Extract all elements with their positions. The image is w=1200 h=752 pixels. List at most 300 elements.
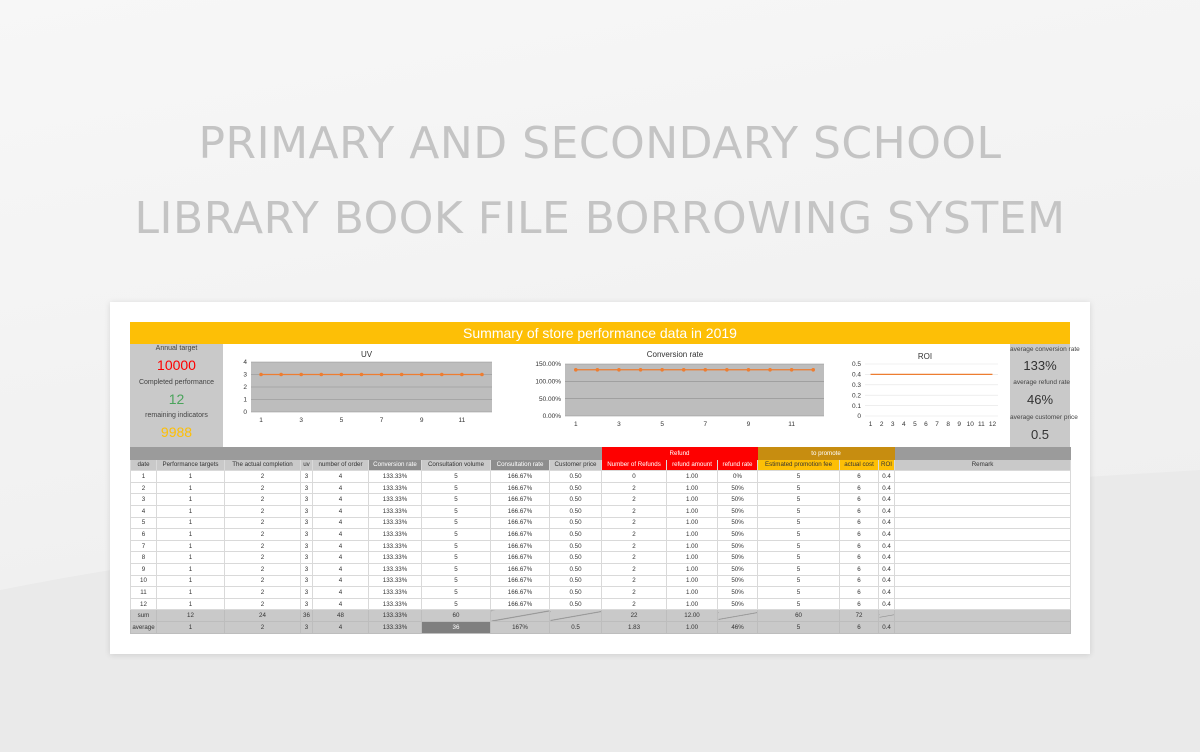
data-point xyxy=(440,373,444,377)
column-header: Number of Refunds xyxy=(602,459,667,471)
page-title-line2: LIBRARY BOOK FILE BORROWING SYSTEM xyxy=(134,193,1066,244)
table-cell: 166.67% xyxy=(491,552,550,564)
table-cell: 0.50 xyxy=(550,482,602,494)
table-cell: 0.4 xyxy=(879,575,895,587)
column-header: ROI xyxy=(879,459,895,471)
table-cell: 4 xyxy=(313,529,369,541)
table-cell: 0.50 xyxy=(550,494,602,506)
table-cell: 0.4 xyxy=(879,505,895,517)
conversion-rate-chart-plot xyxy=(510,344,840,447)
table-row xyxy=(131,529,1071,541)
table-cell xyxy=(879,610,895,622)
table-cell: 2 xyxy=(225,494,301,506)
table-cell: 4 xyxy=(313,494,369,506)
table-cell: 1 xyxy=(157,552,225,564)
table-cell: 4 xyxy=(313,552,369,564)
table-cell: 0.4 xyxy=(879,587,895,599)
table-cell xyxy=(491,610,550,622)
column-header: Consultation rate xyxy=(491,459,550,471)
table-cell xyxy=(895,575,1071,587)
table-cell: 0.4 xyxy=(879,494,895,506)
x-tick-label: 7 xyxy=(379,417,384,424)
table-cell: 0.4 xyxy=(879,482,895,494)
table-cell: 2 xyxy=(602,587,667,599)
table-cell: 166.67% xyxy=(491,517,550,529)
table-cell xyxy=(895,587,1071,599)
table-cell: 2 xyxy=(602,529,667,541)
promote-group-header: to promote xyxy=(758,448,895,460)
table-cell: 5 xyxy=(422,482,491,494)
x-tick-label: 12 xyxy=(988,421,997,428)
table-cell: 5 xyxy=(758,621,840,633)
table-cell: 12.00 xyxy=(667,610,718,622)
avg-customer-price-label: average customer price xyxy=(1010,414,1078,421)
table-cell: 36 xyxy=(301,610,313,622)
plot-area xyxy=(565,364,824,416)
table-cell: 1 xyxy=(157,563,225,575)
table-cell: 5 xyxy=(422,517,491,529)
group-blank-remark xyxy=(895,448,1071,460)
conversion-rate-chart-title: Conversion rate xyxy=(646,350,704,359)
table-cell: 2 xyxy=(225,529,301,541)
table-cell: 9 xyxy=(131,563,157,575)
table-cell: 5 xyxy=(758,587,840,599)
data-point xyxy=(400,373,404,377)
table-cell: 6 xyxy=(840,505,879,517)
table-cell: 50% xyxy=(718,575,758,587)
data-point xyxy=(360,373,364,377)
x-tick-label: 1 xyxy=(868,421,873,428)
x-tick-label: 2 xyxy=(879,421,884,428)
x-tick-label: 7 xyxy=(703,421,708,428)
y-tick-label: 2 xyxy=(243,384,247,392)
table-cell: 60 xyxy=(422,610,491,622)
sheet-banner: Summary of store performance data in 2019 xyxy=(130,322,1070,344)
table-cell: 2 xyxy=(225,598,301,610)
table-cell: 8 xyxy=(131,552,157,564)
table-cell: 1.00 xyxy=(667,529,718,541)
data-point xyxy=(703,368,707,372)
table-cell: 11 xyxy=(131,587,157,599)
data-point xyxy=(574,368,578,372)
table-cell: 0.5 xyxy=(550,621,602,633)
table-cell: 10 xyxy=(131,575,157,587)
x-tick-label: 9 xyxy=(746,421,751,428)
column-header: Performance targets xyxy=(157,459,225,471)
table-cell: 5 xyxy=(131,517,157,529)
table-cell: 6 xyxy=(840,482,879,494)
table-cell: 5 xyxy=(422,471,491,483)
column-header: Consultation volume xyxy=(422,459,491,471)
x-tick-label: 6 xyxy=(924,421,928,428)
table-cell: 48 xyxy=(313,610,369,622)
table-cell: 1.00 xyxy=(667,563,718,575)
table-cell: 50% xyxy=(718,552,758,564)
table-cell: 5 xyxy=(422,575,491,587)
table-cell: 1.00 xyxy=(667,505,718,517)
x-tick-label: 3 xyxy=(617,421,621,428)
table-cell: 3 xyxy=(131,494,157,506)
table-cell: 1.83 xyxy=(602,621,667,633)
y-tick-label: 0.5 xyxy=(851,361,861,369)
table-cell: 6 xyxy=(840,552,879,564)
table-cell: 1.00 xyxy=(667,482,718,494)
table-cell: 5 xyxy=(758,482,840,494)
table-cell: 50% xyxy=(718,587,758,599)
data-point xyxy=(340,373,344,377)
table-cell: 0.50 xyxy=(550,552,602,564)
average-kpi-column xyxy=(1010,344,1080,447)
table-cell: 36 xyxy=(422,621,491,633)
table-cell: 1 xyxy=(157,621,225,633)
x-tick-label: 4 xyxy=(901,421,906,428)
table-cell: 2 xyxy=(225,552,301,564)
table-cell: 133.33% xyxy=(369,471,422,483)
table-cell: 133.33% xyxy=(369,540,422,552)
table-cell: 2 xyxy=(225,587,301,599)
column-header: refund amount xyxy=(667,459,718,471)
table-cell: 133.33% xyxy=(369,563,422,575)
table-cell: 46% xyxy=(718,621,758,633)
data-point xyxy=(259,373,263,377)
table-cell: 6 xyxy=(840,529,879,541)
table-cell: 4 xyxy=(313,482,369,494)
y-tick-label: 0.3 xyxy=(851,382,861,389)
table-cell: 0 xyxy=(602,471,667,483)
table-row xyxy=(131,575,1071,587)
dashboard-area xyxy=(130,344,1080,447)
annual-target-value: 10000 xyxy=(157,357,196,373)
table-cell: 5 xyxy=(422,552,491,564)
table-cell: 166.67% xyxy=(491,575,550,587)
table-cell: 0% xyxy=(718,471,758,483)
table-cell: 2 xyxy=(225,575,301,587)
table-cell: 2 xyxy=(602,575,667,587)
table-cell: 4 xyxy=(313,471,369,483)
table-cell xyxy=(895,471,1071,483)
data-point xyxy=(279,373,283,377)
y-tick-label: 3 xyxy=(243,371,247,379)
table-cell: 1.00 xyxy=(667,598,718,610)
table-cell: 0.50 xyxy=(550,598,602,610)
table-cell: 5 xyxy=(422,494,491,506)
table-cell xyxy=(895,563,1071,575)
avg-conversion-value: 133% xyxy=(1023,358,1057,373)
y-tick-label: 0 xyxy=(243,409,247,417)
table-cell: 166.67% xyxy=(491,563,550,575)
table-cell: 5 xyxy=(422,529,491,541)
conversion-rate-chart xyxy=(510,344,840,447)
data-point xyxy=(747,368,751,372)
table-cell: 133.33% xyxy=(369,529,422,541)
table-row xyxy=(131,471,1071,483)
table-cell: 0.4 xyxy=(879,598,895,610)
data-point xyxy=(682,368,686,372)
table-cell xyxy=(895,505,1071,517)
table-cell xyxy=(895,598,1071,610)
avg-customer-price-value: 0.5 xyxy=(1030,427,1050,442)
table-cell: 1 xyxy=(157,517,225,529)
table-cell: 1.00 xyxy=(667,494,718,506)
roi-chart xyxy=(840,344,1010,447)
kpi-column xyxy=(130,344,223,447)
table-cell: 12 xyxy=(131,598,157,610)
data-point xyxy=(660,368,664,372)
table-cell: 1 xyxy=(131,471,157,483)
table-cell xyxy=(895,482,1071,494)
table-cell: 166.67% xyxy=(491,529,550,541)
table-cell: 5 xyxy=(422,563,491,575)
table-row xyxy=(131,482,1071,494)
table-cell: 1 xyxy=(157,598,225,610)
table-row xyxy=(131,517,1071,529)
table-cell: 1.00 xyxy=(667,552,718,564)
table-cell: 2 xyxy=(602,505,667,517)
table-cell: 166.67% xyxy=(491,482,550,494)
x-tick-label: 7 xyxy=(935,421,939,428)
data-point xyxy=(420,373,424,377)
table-cell: 50% xyxy=(718,517,758,529)
table-cell: 5 xyxy=(758,529,840,541)
table-cell: sum xyxy=(131,610,157,622)
data-point xyxy=(380,373,384,377)
table-cell: 2 xyxy=(225,482,301,494)
table-cell: 4 xyxy=(313,563,369,575)
table-cell: 12 xyxy=(157,610,225,622)
data-point xyxy=(790,368,794,372)
table-cell: 6 xyxy=(840,587,879,599)
data-point xyxy=(811,368,815,372)
table-cell: 3 xyxy=(301,621,313,633)
table-cell: 0.4 xyxy=(879,563,895,575)
table-cell: 3 xyxy=(301,471,313,483)
uv-chart-plot xyxy=(223,344,510,447)
table-row xyxy=(131,494,1071,506)
table-cell: 4 xyxy=(131,505,157,517)
table-cell: 133.33% xyxy=(369,621,422,633)
table-cell: 133.33% xyxy=(369,552,422,564)
y-tick-label: 4 xyxy=(243,359,247,367)
table-cell: 4 xyxy=(313,540,369,552)
x-tick-label: 5 xyxy=(339,417,344,424)
table-cell: 1 xyxy=(157,529,225,541)
table-row xyxy=(131,540,1071,552)
table-cell: 133.33% xyxy=(369,610,422,622)
table-cell: 0.4 xyxy=(879,471,895,483)
table-cell: 2 xyxy=(225,621,301,633)
table-cell: 6 xyxy=(840,540,879,552)
table-cell: 22 xyxy=(602,610,667,622)
table-cell: 2 xyxy=(602,517,667,529)
table-cell: 2 xyxy=(225,540,301,552)
table-cell: 24 xyxy=(225,610,301,622)
table-cell: 5 xyxy=(422,587,491,599)
table-cell: 6 xyxy=(840,575,879,587)
x-tick-label: 11 xyxy=(788,421,795,428)
table-cell: average xyxy=(131,621,157,633)
table-cell: 4 xyxy=(313,517,369,529)
x-tick-label: 8 xyxy=(946,421,950,428)
table-cell xyxy=(895,517,1071,529)
table-cell: 3 xyxy=(301,529,313,541)
table-cell: 1 xyxy=(157,482,225,494)
x-tick-label: 11 xyxy=(458,417,466,424)
table-cell: 0.50 xyxy=(550,517,602,529)
table-cell: 4 xyxy=(313,587,369,599)
data-point xyxy=(319,373,323,377)
table-cell: 2 xyxy=(602,540,667,552)
column-header-row xyxy=(131,459,1071,471)
uv-chart xyxy=(223,344,510,447)
table-cell: 2 xyxy=(602,494,667,506)
table-cell: 1 xyxy=(157,471,225,483)
data-point xyxy=(480,373,484,377)
table-cell xyxy=(895,494,1071,506)
table-cell: 4 xyxy=(313,598,369,610)
table-cell: 166.67% xyxy=(491,598,550,610)
column-header: uv xyxy=(301,459,313,471)
table-cell: 1.00 xyxy=(667,621,718,633)
table-cell: 2 xyxy=(602,598,667,610)
table-cell: 2 xyxy=(602,482,667,494)
table-row xyxy=(131,587,1071,599)
table-cell: 3 xyxy=(301,540,313,552)
x-tick-label: 10 xyxy=(966,421,974,428)
y-tick-label: 0.2 xyxy=(851,392,861,400)
table-cell: 2 xyxy=(602,552,667,564)
table-cell: 5 xyxy=(758,552,840,564)
y-tick-label: 1 xyxy=(243,396,247,404)
table-cell: 0.4 xyxy=(879,552,895,564)
column-header: Conversion rate xyxy=(369,459,422,471)
table-cell: 5 xyxy=(422,505,491,517)
table-cell: 3 xyxy=(301,552,313,564)
table-cell xyxy=(895,621,1071,633)
table-cell xyxy=(550,610,602,622)
table-cell: 1 xyxy=(157,505,225,517)
y-tick-label: 100.00% xyxy=(535,378,561,386)
table-cell: 0.50 xyxy=(550,575,602,587)
column-header: number of order xyxy=(313,459,369,471)
table-cell: 50% xyxy=(718,505,758,517)
y-tick-label: 0.4 xyxy=(851,371,861,379)
remaining-indicators-label: remaining indicators xyxy=(145,412,208,419)
completed-performance-value: 12 xyxy=(168,391,185,407)
table-cell: 5 xyxy=(422,540,491,552)
table-cell: 2 xyxy=(225,471,301,483)
table-cell: 2 xyxy=(602,563,667,575)
table-cell: 133.33% xyxy=(369,598,422,610)
table-cell: 0.4 xyxy=(879,540,895,552)
avg-refund-value: 46% xyxy=(1026,392,1054,407)
table-cell: 3 xyxy=(301,575,313,587)
data-point xyxy=(639,368,643,372)
uv-chart-title: UV xyxy=(360,350,373,359)
table-cell: 3 xyxy=(301,482,313,494)
data-point xyxy=(768,368,772,372)
table-cell xyxy=(895,529,1071,541)
table-cell: 133.33% xyxy=(369,505,422,517)
x-tick-label: 5 xyxy=(913,421,917,428)
table-cell: 6 xyxy=(840,471,879,483)
refund-group-header: Refund xyxy=(602,448,758,460)
table-cell: 133.33% xyxy=(369,575,422,587)
table-cell: 60 xyxy=(758,610,840,622)
table-cell: 2 xyxy=(225,563,301,575)
table-cell: 3 xyxy=(301,517,313,529)
table-cell: 6 xyxy=(131,529,157,541)
x-tick-label: 3 xyxy=(299,417,304,424)
x-tick-label: 1 xyxy=(573,421,578,428)
table-cell: 133.33% xyxy=(369,517,422,529)
y-tick-label: 0.00% xyxy=(542,413,561,421)
x-tick-label: 11 xyxy=(978,421,985,428)
table-cell: 50% xyxy=(718,563,758,575)
table-cell: 166.67% xyxy=(491,505,550,517)
completed-performance-label: Completed performance xyxy=(138,379,215,386)
table-row xyxy=(131,505,1071,517)
table-cell: 166.67% xyxy=(491,494,550,506)
table-cell: 0.50 xyxy=(550,505,602,517)
x-tick-label: 9 xyxy=(957,421,962,428)
x-tick-label: 9 xyxy=(419,417,424,424)
table-cell: 6 xyxy=(840,563,879,575)
table-cell: 0.50 xyxy=(550,529,602,541)
table-cell: 50% xyxy=(718,482,758,494)
table-cell: 1.00 xyxy=(667,575,718,587)
table-cell: 50% xyxy=(718,598,758,610)
table-cell: 5 xyxy=(422,598,491,610)
table-cell: 3 xyxy=(301,598,313,610)
table-cell: 3 xyxy=(301,505,313,517)
table-cell: 4 xyxy=(313,575,369,587)
table-cell: 2 xyxy=(131,482,157,494)
group-blank xyxy=(131,448,602,460)
table-cell: 6 xyxy=(840,494,879,506)
table-cell: 3 xyxy=(301,563,313,575)
table-cell xyxy=(895,552,1071,564)
table-cell: 4 xyxy=(313,621,369,633)
table-cell: 2 xyxy=(225,505,301,517)
table-cell: 1 xyxy=(157,575,225,587)
table-cell: 3 xyxy=(301,587,313,599)
sum-row xyxy=(131,610,1071,622)
table-cell: 5 xyxy=(758,471,840,483)
table-cell: 5 xyxy=(758,505,840,517)
y-tick-label: 150.00% xyxy=(535,361,561,369)
table-cell: 4 xyxy=(313,505,369,517)
x-tick-label: 3 xyxy=(890,421,895,428)
table-cell: 0.4 xyxy=(879,621,895,633)
y-tick-label: 50.00% xyxy=(538,395,561,403)
column-header: refund rate xyxy=(718,459,758,471)
table-cell: 1.00 xyxy=(667,540,718,552)
table-cell: 5 xyxy=(758,517,840,529)
table-cell: 0.50 xyxy=(550,587,602,599)
table-cell xyxy=(895,540,1071,552)
table-cell: 50% xyxy=(718,494,758,506)
performance-table xyxy=(130,447,1071,634)
table-cell: 2 xyxy=(225,517,301,529)
table-cell: 5 xyxy=(758,598,840,610)
page-title-line1: PRIMARY AND SECONDARY SCHOOL xyxy=(198,118,1002,169)
table-cell: 1 xyxy=(157,494,225,506)
table-cell xyxy=(895,610,1071,622)
table-cell xyxy=(718,610,758,622)
table-cell: 0.50 xyxy=(550,540,602,552)
column-header: The actual completion xyxy=(225,459,301,471)
annual-target-label: Annual target xyxy=(155,345,198,352)
